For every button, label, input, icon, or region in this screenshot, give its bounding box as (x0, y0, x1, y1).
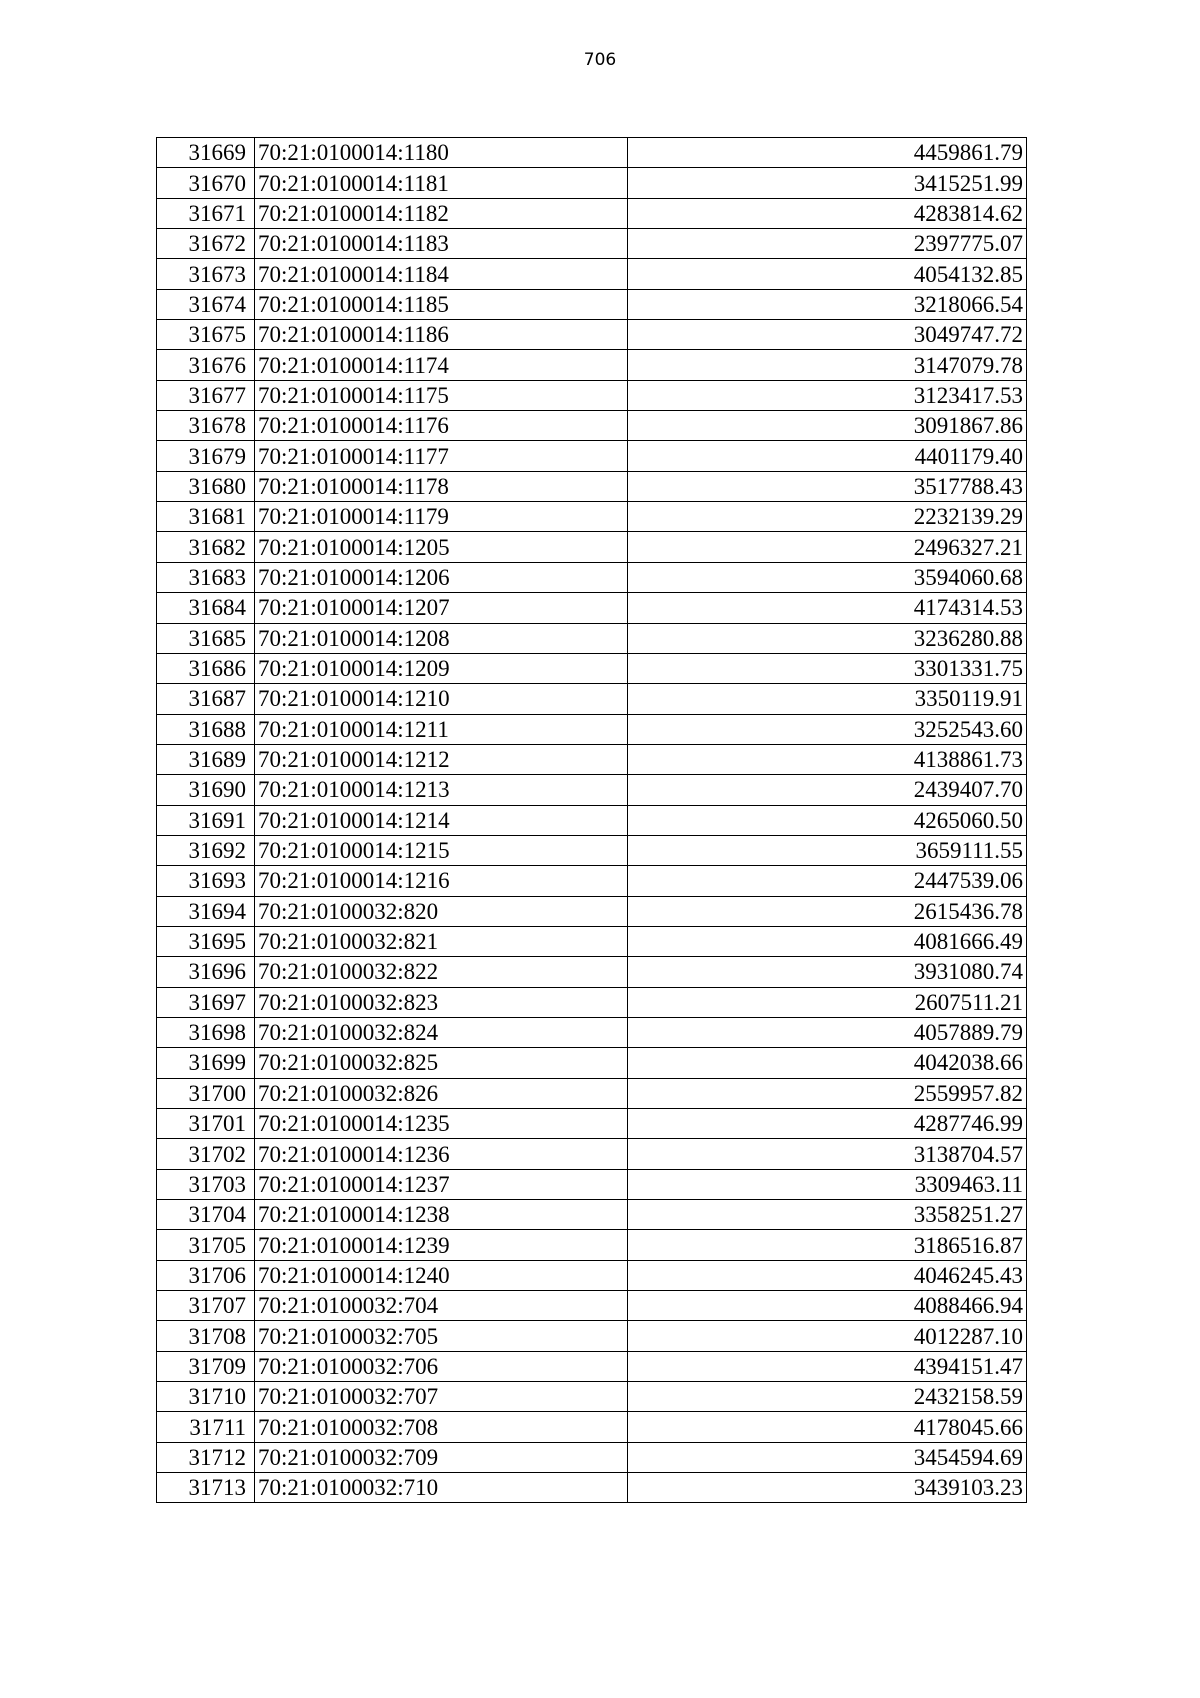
value-cell: 2559957.82 (628, 1078, 1027, 1108)
cadastral-number-cell: 70:21:0100032:706 (255, 1351, 628, 1381)
cadastral-number-cell: 70:21:0100014:1183 (255, 229, 628, 259)
cadastral-number-cell: 70:21:0100014:1180 (255, 138, 628, 168)
table-row (157, 229, 1027, 259)
value-cell: 3415251.99 (628, 168, 1027, 198)
cadastral-number-cell: 70:21:0100032:821 (255, 926, 628, 956)
row-number-cell: 31698 (157, 1017, 255, 1047)
row-number-cell: 31682 (157, 532, 255, 562)
cadastral-number-cell: 70:21:0100014:1237 (255, 1169, 628, 1199)
row-number-cell: 31673 (157, 259, 255, 289)
table-row (157, 1169, 1027, 1199)
table-row (157, 714, 1027, 744)
row-number-cell: 31711 (157, 1412, 255, 1442)
table-row (157, 380, 1027, 410)
value-cell: 2439407.70 (628, 775, 1027, 805)
cadastral-number-cell: 70:21:0100014:1208 (255, 623, 628, 653)
value-cell: 4057889.79 (628, 1017, 1027, 1047)
table-row (157, 593, 1027, 623)
row-number-cell: 31701 (157, 1109, 255, 1139)
table-row (157, 532, 1027, 562)
table-row (157, 1412, 1027, 1442)
cadastral-number-cell: 70:21:0100032:709 (255, 1442, 628, 1472)
value-cell: 4042038.66 (628, 1048, 1027, 1078)
table-row (157, 1473, 1027, 1503)
cadastral-number-cell: 70:21:0100014:1210 (255, 684, 628, 714)
row-number-cell: 31678 (157, 411, 255, 441)
value-cell: 3252543.60 (628, 714, 1027, 744)
value-cell: 4394151.47 (628, 1351, 1027, 1381)
table-row (157, 866, 1027, 896)
cadastral-number-cell: 70:21:0100032:826 (255, 1078, 628, 1108)
table-row (157, 926, 1027, 956)
table-row (157, 411, 1027, 441)
table-row (157, 1109, 1027, 1139)
cadastral-number-cell: 70:21:0100032:824 (255, 1017, 628, 1047)
value-cell: 4174314.53 (628, 593, 1027, 623)
table-row (157, 441, 1027, 471)
value-cell: 3301331.75 (628, 653, 1027, 683)
table-row (157, 987, 1027, 1017)
row-number-cell: 31686 (157, 653, 255, 683)
row-number-cell: 31674 (157, 289, 255, 319)
cadastral-number-cell: 70:21:0100014:1212 (255, 744, 628, 774)
table-row (157, 502, 1027, 532)
table-row (157, 1017, 1027, 1047)
table-row (157, 1351, 1027, 1381)
row-number-cell: 31689 (157, 744, 255, 774)
table-row (157, 198, 1027, 228)
row-number-cell: 31697 (157, 987, 255, 1017)
value-cell: 4088466.94 (628, 1291, 1027, 1321)
cadastral-number-cell: 70:21:0100014:1175 (255, 380, 628, 410)
value-cell: 3309463.11 (628, 1169, 1027, 1199)
table-row (157, 168, 1027, 198)
table-body (157, 138, 1027, 1503)
cadastral-number-cell: 70:21:0100014:1174 (255, 350, 628, 380)
cadastral-number-cell: 70:21:0100014:1211 (255, 714, 628, 744)
cadastral-value-table (156, 137, 1027, 1503)
row-number-cell: 31675 (157, 320, 255, 350)
value-cell: 3123417.53 (628, 380, 1027, 410)
cadastral-number-cell: 70:21:0100014:1239 (255, 1230, 628, 1260)
row-number-cell: 31703 (157, 1169, 255, 1199)
value-cell: 4046245.43 (628, 1260, 1027, 1290)
table-row (157, 623, 1027, 653)
row-number-cell: 31712 (157, 1442, 255, 1472)
cadastral-number-cell: 70:21:0100032:708 (255, 1412, 628, 1442)
table-row (157, 805, 1027, 835)
cadastral-number-cell: 70:21:0100014:1238 (255, 1200, 628, 1230)
value-cell: 3236280.88 (628, 623, 1027, 653)
row-number-cell: 31679 (157, 441, 255, 471)
value-cell: 3049747.72 (628, 320, 1027, 350)
table-row (157, 1200, 1027, 1230)
value-cell: 4138861.73 (628, 744, 1027, 774)
cadastral-number-cell: 70:21:0100014:1205 (255, 532, 628, 562)
row-number-cell: 31708 (157, 1321, 255, 1351)
value-cell: 2607511.21 (628, 987, 1027, 1017)
value-cell: 3218066.54 (628, 289, 1027, 319)
cadastral-number-cell: 70:21:0100032:825 (255, 1048, 628, 1078)
row-number-cell: 31684 (157, 593, 255, 623)
row-number-cell: 31688 (157, 714, 255, 744)
value-cell: 2232139.29 (628, 502, 1027, 532)
table-row (157, 320, 1027, 350)
value-cell: 3147079.78 (628, 350, 1027, 380)
page-number: 706 (583, 50, 617, 70)
cadastral-number-cell: 70:21:0100014:1179 (255, 502, 628, 532)
value-cell: 3659111.55 (628, 835, 1027, 865)
row-number-cell: 31710 (157, 1382, 255, 1412)
cadastral-number-cell: 70:21:0100014:1236 (255, 1139, 628, 1169)
cadastral-number-cell: 70:21:0100032:705 (255, 1321, 628, 1351)
table-row (157, 350, 1027, 380)
value-cell: 3439103.23 (628, 1473, 1027, 1503)
row-number-cell: 31690 (157, 775, 255, 805)
cadastral-number-cell: 70:21:0100032:710 (255, 1473, 628, 1503)
row-number-cell: 31683 (157, 562, 255, 592)
value-cell: 2447539.06 (628, 866, 1027, 896)
row-number-cell: 31700 (157, 1078, 255, 1108)
row-number-cell: 31696 (157, 957, 255, 987)
value-cell: 2397775.07 (628, 229, 1027, 259)
table-row (157, 1078, 1027, 1108)
row-number-cell: 31669 (157, 138, 255, 168)
value-cell: 2496327.21 (628, 532, 1027, 562)
table-row (157, 1382, 1027, 1412)
cadastral-number-cell: 70:21:0100014:1182 (255, 198, 628, 228)
value-cell: 4081666.49 (628, 926, 1027, 956)
row-number-cell: 31676 (157, 350, 255, 380)
cadastral-number-cell: 70:21:0100014:1206 (255, 562, 628, 592)
row-number-cell: 31687 (157, 684, 255, 714)
cadastral-number-cell: 70:21:0100014:1213 (255, 775, 628, 805)
row-number-cell: 31705 (157, 1230, 255, 1260)
cadastral-number-cell: 70:21:0100014:1176 (255, 411, 628, 441)
row-number-cell: 31704 (157, 1200, 255, 1230)
row-number-cell: 31681 (157, 502, 255, 532)
cadastral-number-cell: 70:21:0100014:1216 (255, 866, 628, 896)
cadastral-number-cell: 70:21:0100014:1207 (255, 593, 628, 623)
value-cell: 4265060.50 (628, 805, 1027, 835)
row-number-cell: 31695 (157, 926, 255, 956)
table-row (157, 1139, 1027, 1169)
cadastral-number-cell: 70:21:0100014:1181 (255, 168, 628, 198)
table-row (157, 138, 1027, 168)
table-row (157, 289, 1027, 319)
cadastral-number-cell: 70:21:0100014:1184 (255, 259, 628, 289)
table-row (157, 684, 1027, 714)
row-number-cell: 31702 (157, 1139, 255, 1169)
cadastral-number-cell: 70:21:0100014:1215 (255, 835, 628, 865)
value-cell: 3454594.69 (628, 1442, 1027, 1472)
row-number-cell: 31672 (157, 229, 255, 259)
table-row (157, 1321, 1027, 1351)
value-cell: 4401179.40 (628, 441, 1027, 471)
table-row (157, 562, 1027, 592)
cadastral-number-cell: 70:21:0100014:1209 (255, 653, 628, 683)
value-cell: 2432158.59 (628, 1382, 1027, 1412)
row-number-cell: 31699 (157, 1048, 255, 1078)
row-number-cell: 31692 (157, 835, 255, 865)
row-number-cell: 31707 (157, 1291, 255, 1321)
value-cell: 2615436.78 (628, 896, 1027, 926)
value-cell: 3186516.87 (628, 1230, 1027, 1260)
table-row (157, 835, 1027, 865)
value-cell: 3594060.68 (628, 562, 1027, 592)
row-number-cell: 31677 (157, 380, 255, 410)
table-row (157, 1291, 1027, 1321)
value-cell: 4178045.66 (628, 1412, 1027, 1442)
cadastral-number-cell: 70:21:0100032:823 (255, 987, 628, 1017)
cadastral-number-cell: 70:21:0100014:1235 (255, 1109, 628, 1139)
value-cell: 3138704.57 (628, 1139, 1027, 1169)
value-cell: 3517788.43 (628, 471, 1027, 501)
cadastral-number-cell: 70:21:0100014:1178 (255, 471, 628, 501)
cadastral-number-cell: 70:21:0100032:707 (255, 1382, 628, 1412)
table-row (157, 471, 1027, 501)
value-cell: 4287746.99 (628, 1109, 1027, 1139)
row-number-cell: 31706 (157, 1260, 255, 1290)
row-number-cell: 31709 (157, 1351, 255, 1381)
row-number-cell: 31693 (157, 866, 255, 896)
value-cell: 4054132.85 (628, 259, 1027, 289)
table-row (157, 259, 1027, 289)
table-row (157, 775, 1027, 805)
row-number-cell: 31680 (157, 471, 255, 501)
cadastral-number-cell: 70:21:0100014:1186 (255, 320, 628, 350)
cadastral-number-cell: 70:21:0100032:704 (255, 1291, 628, 1321)
table-row (157, 1442, 1027, 1472)
cadastral-number-cell: 70:21:0100032:822 (255, 957, 628, 987)
table-row (157, 1230, 1027, 1260)
cadastral-number-cell: 70:21:0100014:1214 (255, 805, 628, 835)
cadastral-number-cell: 70:21:0100014:1240 (255, 1260, 628, 1290)
value-cell: 4459861.79 (628, 138, 1027, 168)
row-number-cell: 31670 (157, 168, 255, 198)
cadastral-number-cell: 70:21:0100032:820 (255, 896, 628, 926)
value-cell: 4012287.10 (628, 1321, 1027, 1351)
row-number-cell: 31691 (157, 805, 255, 835)
cadastral-number-cell: 70:21:0100014:1185 (255, 289, 628, 319)
table-row (157, 653, 1027, 683)
table-row (157, 1048, 1027, 1078)
table-row (157, 957, 1027, 987)
table-row (157, 1260, 1027, 1290)
value-cell: 3931080.74 (628, 957, 1027, 987)
cadastral-number-cell: 70:21:0100014:1177 (255, 441, 628, 471)
row-number-cell: 31685 (157, 623, 255, 653)
row-number-cell: 31713 (157, 1473, 255, 1503)
value-cell: 3091867.86 (628, 411, 1027, 441)
value-cell: 4283814.62 (628, 198, 1027, 228)
row-number-cell: 31694 (157, 896, 255, 926)
value-cell: 3350119.91 (628, 684, 1027, 714)
table-row (157, 896, 1027, 926)
row-number-cell: 31671 (157, 198, 255, 228)
value-cell: 3358251.27 (628, 1200, 1027, 1230)
table-row (157, 744, 1027, 774)
